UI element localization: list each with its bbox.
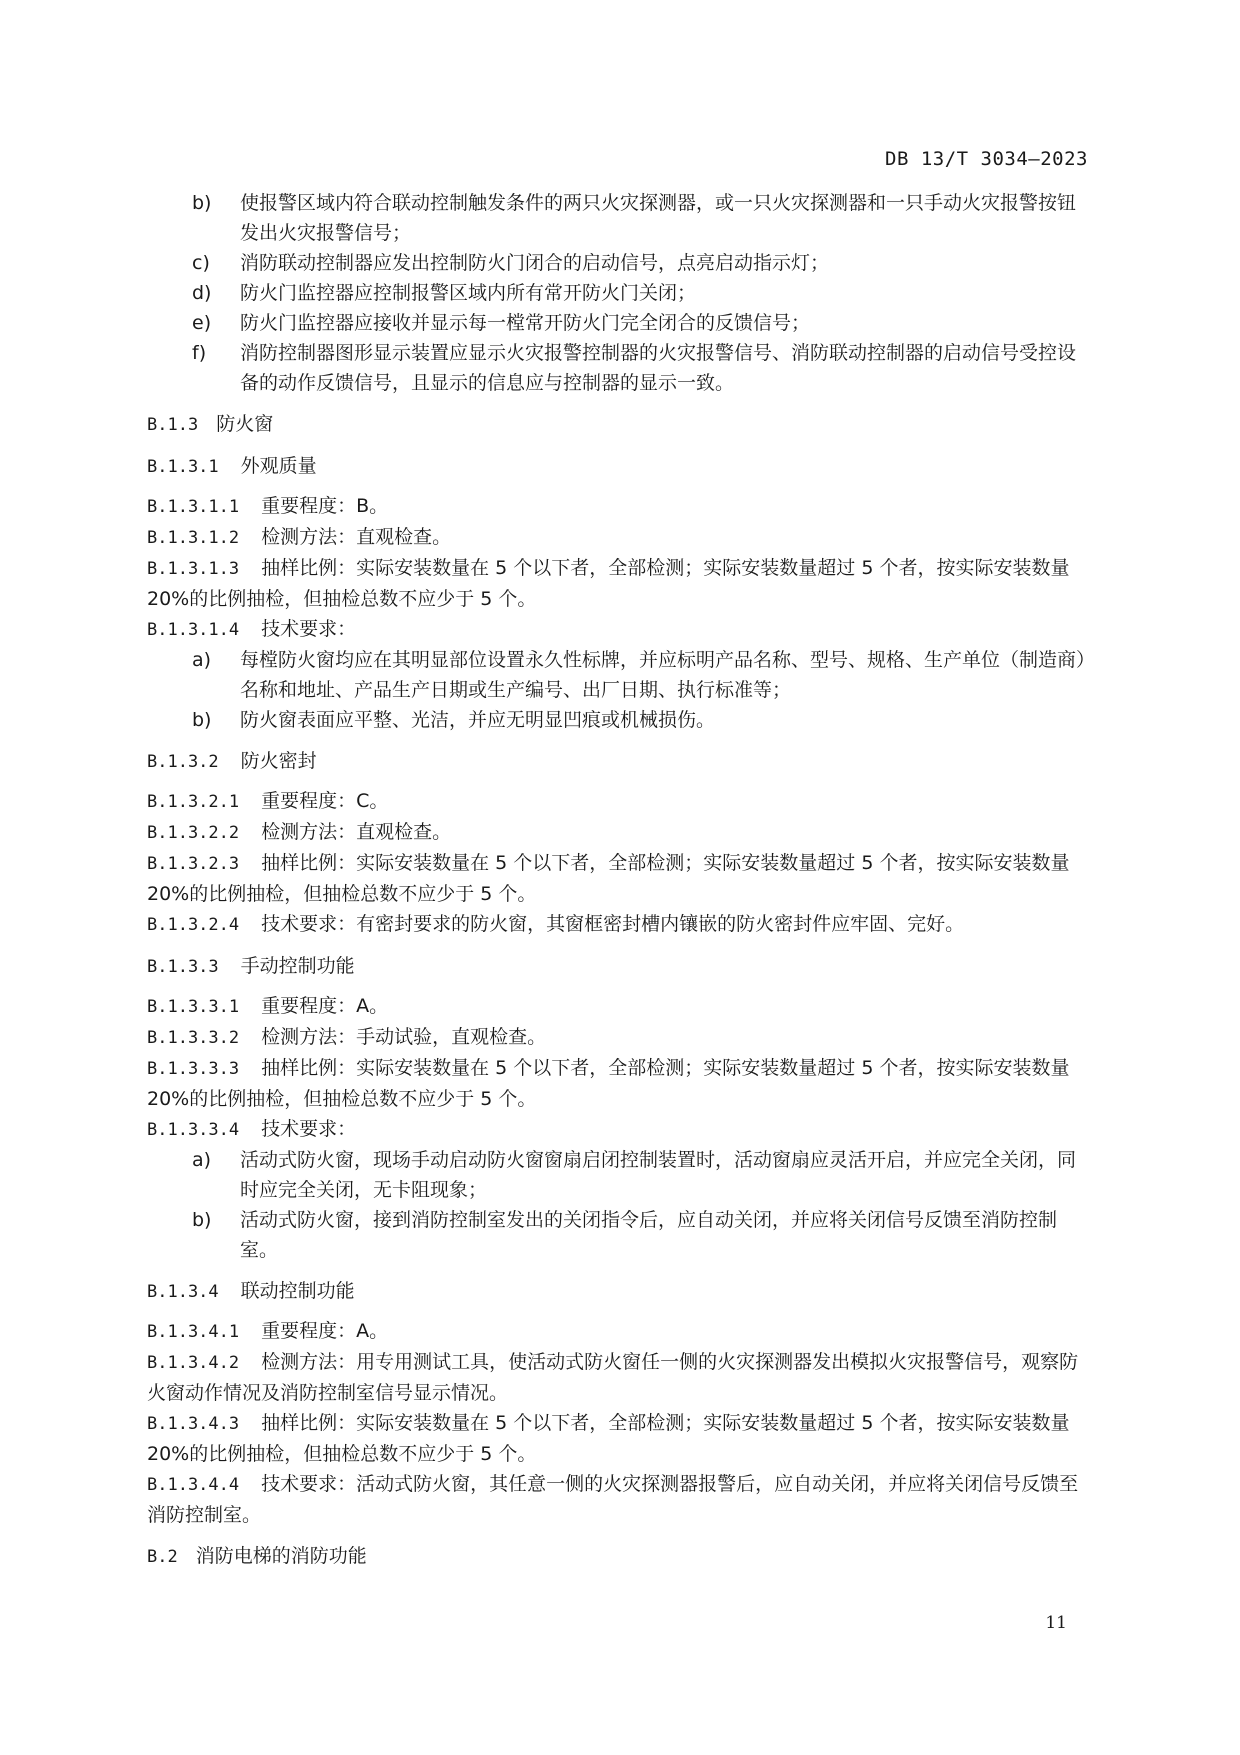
list-item	[147, 278, 1093, 308]
clause-number: B.1.3.1.3	[147, 559, 240, 579]
clause-number: B.1.3.2.4	[147, 915, 240, 935]
clause-b1332	[147, 1022, 1093, 1053]
list-item	[147, 248, 1093, 278]
clause-text: 重要程度：A。	[261, 995, 389, 1017]
list-text: 防火门监控器应控制报警区域内所有常开防火门关闭；	[240, 282, 697, 304]
clause-b1344	[147, 1469, 1093, 1530]
section-title: 外观质量	[240, 455, 317, 477]
list-marker: b)	[192, 1209, 212, 1231]
section-number: B.1.3.4	[147, 1282, 219, 1302]
section-title: 联动控制功能	[240, 1280, 355, 1302]
section-heading-b133	[147, 951, 1093, 982]
section-heading-b13	[147, 409, 1093, 440]
clause-text: 技术要求：活动式防火窗，其任意一侧的火灾探测器报警后，应自动关闭，并应将关闭信号反馈至消防控制室。	[147, 1473, 1079, 1526]
clause-b1343	[147, 1408, 1093, 1469]
list-text: 活动式防火窗，现场手动启动防火窗窗扇启闭控制装置时，活动窗扇应灵活开启，并应完全关闭，同时应完全关闭，无卡阻现象；	[240, 1149, 1077, 1201]
clause-b1333	[147, 1053, 1093, 1114]
section-number: B.1.3.3	[147, 957, 219, 977]
clause-number: B.1.3.1.4	[147, 620, 240, 640]
clause-text: 抽样比例：实际安装数量在 5 个以下者，全部检测；实际安装数量超过 5 个者，按实际安装数量 20%的比例抽检，但抽检总数不应少于 5 个。	[147, 1057, 1070, 1110]
clause-number: B.1.3.3.3	[147, 1059, 240, 1079]
clause-text: 检测方法：直观检查。	[261, 821, 452, 843]
clause-b1313	[147, 553, 1093, 614]
clause-number: B.1.3.3.2	[147, 1028, 240, 1048]
clause-b1311	[147, 491, 1093, 522]
section-heading-b131	[147, 451, 1093, 482]
list-text: 使报警区域内符合联动控制触发条件的两只火灾探测器，或一只火灾探测器和一只手动火灾报警按钮发出火灾报警信号；	[240, 192, 1077, 244]
section-number: B.1.3.2	[147, 752, 219, 772]
list-text: 消防联动控制器应发出控制防火门闭合的启动信号，点亮启动指示灯；	[240, 252, 830, 274]
clause-text: 检测方法：手动试验，直观检查。	[261, 1026, 547, 1048]
list-text: 防火窗表面应平整、光洁，并应无明显凹痕或机械损伤。	[240, 709, 716, 731]
clause-b1312	[147, 522, 1093, 553]
section-heading-b132	[147, 746, 1093, 777]
clause-text: 重要程度：A。	[261, 1320, 389, 1342]
clause-text: 检测方法：用专用测试工具，使活动式防火窗任一侧的火灾探测器发出模拟火灾报警信号，观察防火窗动作情况及消防控制室信号显示情况。	[147, 1351, 1079, 1404]
clause-text: 技术要求：	[261, 618, 357, 640]
clause-number: B.1.3.4.1	[147, 1322, 240, 1342]
section-number: B.2	[147, 1547, 178, 1567]
section-title: 消防电梯的消防功能	[195, 1545, 367, 1567]
clause-number: B.1.3.2.3	[147, 854, 240, 874]
clause-b1324	[147, 909, 1093, 940]
section-number: B.1.3	[147, 415, 199, 435]
clause-number: B.1.3.3.4	[147, 1120, 240, 1140]
list-text: 防火门监控器应接收并显示每一樘常开防火门完全闭合的反馈信号；	[240, 312, 811, 334]
clause-b1334	[147, 1114, 1093, 1145]
section-heading-b134	[147, 1276, 1093, 1307]
list-item	[147, 308, 1093, 338]
list-item	[147, 705, 1093, 735]
list-item	[147, 1205, 1093, 1265]
clause-text: 抽样比例：实际安装数量在 5 个以下者，全部检测；实际安装数量超过 5 个者，按实际安装数量 20%的比例抽检，但抽检总数不应少于 5 个。	[147, 557, 1070, 610]
list-marker: e)	[192, 312, 212, 334]
section-title: 防火窗	[216, 413, 274, 435]
clause-b1323	[147, 848, 1093, 909]
clause-text: 重要程度：C。	[261, 790, 389, 812]
list-marker: a)	[192, 649, 212, 671]
document-code: DB 13/T 3034—2023	[885, 148, 1088, 170]
section-number: B.1.3.1	[147, 457, 219, 477]
clause-number: B.1.3.2.1	[147, 792, 240, 812]
list-marker: d)	[192, 282, 212, 304]
section-title: 防火密封	[240, 750, 317, 772]
clause-number: B.1.3.4.2	[147, 1353, 240, 1373]
clause-b1321	[147, 786, 1093, 817]
clause-number: B.1.3.2.2	[147, 823, 240, 843]
list-item	[147, 338, 1093, 398]
list-marker: c)	[192, 252, 210, 274]
clause-text: 重要程度：B。	[261, 495, 389, 517]
list-marker: f)	[192, 342, 207, 364]
clause-number: B.1.3.1.2	[147, 528, 240, 548]
list-item	[147, 1145, 1093, 1205]
clause-text: 抽样比例：实际安装数量在 5 个以下者，全部检测；实际安装数量超过 5 个者，按实际安装数量 20%的比例抽检，但抽检总数不应少于 5 个。	[147, 852, 1070, 905]
clause-b1314	[147, 614, 1093, 645]
document-body	[147, 188, 1093, 1572]
list-marker: b)	[192, 192, 212, 214]
clause-b1322	[147, 817, 1093, 848]
list-item	[147, 188, 1093, 248]
clause-b1341	[147, 1316, 1093, 1347]
clause-text: 检测方法：直观检查。	[261, 526, 452, 548]
clause-number: B.1.3.4.4	[147, 1475, 240, 1495]
list-text: 消防控制器图形显示装置应显示火灾报警控制器的火灾报警信号、消防联动控制器的启动信号受控设备的动作反馈信号，且显示的信息应与控制器的显示一致。	[240, 342, 1077, 394]
list-marker: b)	[192, 709, 212, 731]
list-marker: a)	[192, 1149, 212, 1171]
list-text: 活动式防火窗，接到消防控制室发出的关闭指令后，应自动关闭，并应将关闭信号反馈至消防控制室。	[240, 1209, 1058, 1261]
clause-number: B.1.3.1.1	[147, 497, 240, 517]
clause-text: 抽样比例：实际安装数量在 5 个以下者，全部检测；实际安装数量超过 5 个者，按实际安装数量 20%的比例抽检，但抽检总数不应少于 5 个。	[147, 1412, 1070, 1465]
clause-b1331	[147, 991, 1093, 1022]
clause-text: 技术要求：有密封要求的防火窗，其窗框密封槽内镶嵌的防火密封件应牢固、完好。	[261, 913, 965, 935]
clause-b1342	[147, 1347, 1093, 1408]
page-number: 11	[1045, 1613, 1067, 1633]
clause-text: 技术要求：	[261, 1118, 357, 1140]
section-heading-b2	[147, 1541, 1093, 1572]
clause-number: B.1.3.3.1	[147, 997, 240, 1017]
section-title: 手动控制功能	[240, 955, 355, 977]
list-text: 每樘防火窗均应在其明显部位设置永久性标牌，并应标明产品名称、型号、规格、生产单位（制造商）名称和地址、产品生产日期或生产编号、出厂日期、执行标准等；	[240, 649, 1086, 701]
clause-number: B.1.3.4.3	[147, 1414, 240, 1434]
list-item	[147, 645, 1093, 705]
